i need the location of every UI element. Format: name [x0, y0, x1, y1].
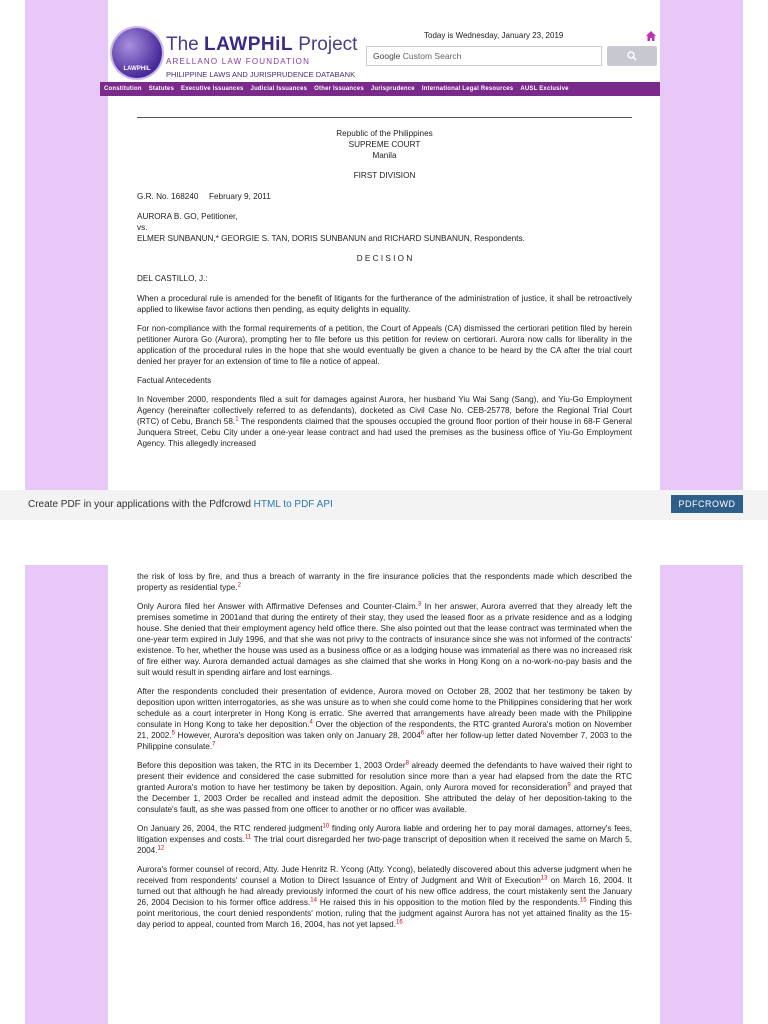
footnote-link[interactable]: 8 [405, 760, 409, 767]
brand-bold: LAWPHiL [204, 34, 294, 55]
footnote-link[interactable]: 16 [395, 919, 403, 926]
footnote-link[interactable]: 15 [579, 897, 587, 904]
search-placeholder: Custom Search [400, 51, 462, 61]
nav-item-statutes[interactable]: Statutes [148, 86, 175, 92]
paragraph-9-text-b: on March 16, 2004. It turned out that although he had already previously informed the court of his new office address, the court mistakenly sent the January 26, 2004 Decision to his former office address. [137, 876, 632, 907]
nav-item-international-legal-resources[interactable]: International Legal Resources [421, 86, 514, 92]
nav-item-judicial-issuances[interactable]: Judicial Issuances [250, 86, 308, 92]
left-margin [25, 565, 108, 1024]
search-icon [627, 51, 637, 61]
paragraph-8 [137, 823, 632, 856]
paragraph-8-text-a: On January 26, 2004, the RTC rendered judgment [137, 824, 323, 833]
city: Manila [372, 151, 397, 160]
site-title[interactable] [166, 34, 357, 56]
page-1 [0, 0, 768, 490]
case-number-line [137, 191, 632, 202]
nav-bar [100, 82, 660, 96]
paragraph-9-text-a: Aurora's former counsel of record, Atty. Jude Henritz R. Ycong (Atty. Ycong), belatedly discovered about this adverse judgment when he received from respondents' counsel a Motion to Direct Issuance of Entry of Judgment and Writ of Execution [137, 865, 632, 885]
division: FIRST DIVISION [353, 171, 416, 180]
footnote-link[interactable]: 14 [310, 897, 317, 904]
brand-suffix: Project [293, 34, 358, 55]
right-margin [660, 565, 743, 1024]
decision-date: February 9, 2011 [209, 192, 271, 201]
left-margin [25, 0, 108, 490]
pdfcrowd-bar [0, 490, 768, 520]
right-margin [660, 0, 743, 490]
paragraph-9-text-c: He raised this in his opposition to the motion filed by the respondents. [316, 898, 580, 907]
paragraph-9-text-d: Finding this point meritorious, the court denied respondents' motion, ruling that the judgment against Aurora has not yet attained finality as the 15-day period to appeal, counted from March 16, 2004, has not yet lapsed. [137, 898, 632, 929]
footnote-link[interactable]: 4 [309, 719, 313, 726]
nav-item-other-issuances[interactable]: Other Issuances [314, 86, 364, 92]
republic: Republic of the Philippines [336, 129, 433, 138]
paragraph-3-text-a: In November 2000, respondents filed a suit for damages against Aurora, her husband Yiu Wai Sang (Sang), and Yiu-Go Employment Agency (hereinafter collectively referred to as defendants), docketed as Civil Case No. CEB-25778, before the Regional Trial Court (RTC) of Cebu, Branch 58. [137, 395, 632, 426]
footnote-link[interactable]: 6 [420, 730, 425, 737]
search-button[interactable] [607, 46, 657, 66]
ponente: DEL CASTILLO, J.: [137, 274, 208, 283]
footnote-link[interactable]: 11 [244, 834, 252, 841]
footnote-link[interactable]: 9 [567, 782, 571, 789]
nav-item-ausl-exclusive[interactable]: AUSL Exclusive [520, 86, 569, 92]
paragraph-6-text-a: After the respondents concluded their presentation of evidence, Aurora moved on October 28, 2002 that her testimony be taken by deposition upon written interrogatories, as she was unsure as to when she could come home to the Philippines considering that her work schedule as a court interpreter in Hong Kong is erratic. She averred that arrangements have already been made with the Philippine consulate in Hong Kong to take her deposition. [137, 687, 632, 729]
page-2 [0, 565, 768, 1024]
paragraph-8-text-b: finding only Aurora liable and ordering her to pay moral damages, attorney's fees, litigation expenses and costs. [137, 824, 632, 844]
respondents: ELMER SUNBANUN,* GEORGIE S. TAN, DORIS SUNBANUN and RICHARD SUNBANUN, Respondents. [137, 234, 525, 243]
paragraph-5 [137, 601, 632, 678]
paragraph-5-text-a: Only Aurora filed her Answer with Affirmative Defenses and Counter-Claim. [137, 602, 418, 611]
footnote-link[interactable]: 1 [235, 416, 239, 423]
home-icon[interactable] [645, 30, 657, 42]
footnote-link[interactable]: 5 [171, 730, 175, 737]
nav-item-constitution[interactable]: Constitution [104, 86, 142, 92]
paragraph-7-text-b: already deemed the defendants to have waived their right to present their evidence and considered the case submitted for resolution since more than a year had elapsed from the date the RTC granted Aurora's motion to have her testimony be taken by deposition. Again, only Aurora moved for reconsideration [137, 761, 633, 792]
pdfcrowd-badge[interactable]: PDFCROWD [671, 495, 743, 513]
document-body-1 [137, 128, 632, 457]
paragraph-6-text-c: However, Aurora's deposition was taken only on January 28, 2004 [174, 731, 421, 740]
paragraph-3 [137, 394, 632, 449]
databank-label: PHILIPPINE LAWS AND JURISPRUDENCE DATABANK [166, 70, 356, 79]
paragraph-6-text-b: Over the objection of the respondents, the RTC granted Aurora's motion on November 21, 2002. [137, 720, 633, 740]
nav-item-executive-issuances[interactable]: Executive Issuances [181, 86, 244, 92]
paragraph-2: For non-compliance with the formal requirements of a petition, the Court of Appeals (CA) dismissed the certiorari petition filed by herein petitioner Aurora Go (Aurora), prompting her to file before us this petition for review on certiorari. Aurora now calls for liberality in the application of the procedural rules in the hope that she would eventually be given a chance to be heard by the CA after the trial court denied her prayer for an extension of time to file a notice of appeal. [137, 324, 632, 366]
paragraph-6 [137, 686, 632, 752]
footnote-link[interactable]: 12 [157, 845, 165, 852]
paragraph-6-text-d: after her follow-up letter dated November 7, 2003 to the Philippine consulate. [137, 731, 632, 751]
lawphil-logo[interactable] [112, 28, 162, 78]
nav-item-jurisprudence[interactable]: Jurisprudence [370, 86, 415, 92]
paragraph-4 [137, 571, 632, 593]
search-input[interactable] [366, 46, 602, 66]
paragraph-9 [137, 864, 632, 930]
decision-heading: D E C I S I O N [356, 254, 413, 263]
versus: vs. [137, 223, 148, 232]
logo-label: LAWPHiL [123, 66, 151, 72]
paragraph-8-text-c: The trial court disregarded her two-page transcript of deposition when it received the same on March 5, 2004. [137, 835, 632, 855]
paragraph-7 [137, 760, 632, 815]
pdfcrowd-text [28, 499, 333, 510]
brand-prefix: The [166, 34, 205, 55]
paragraph-1: When a procedural rule is amended for the benefit of litigants for the furtherance of the administration of justice, it shall be retroactively applied to likewise favor actions then pending, as equity delights in equality. [137, 294, 632, 314]
footnote-link[interactable]: 10 [322, 823, 330, 830]
paragraph-3-text-b: The respondents claimed that the spouses occupied the ground floor portion of their house in 68-F General Junquera Street, Cebu City under a one-year lease contract and had used the premises as the business office of Yiu-Go Employment Agency. This allegedly increased [137, 417, 633, 448]
pdfcrowd-message: Create PDF in your applications with the Pdfcrowd [28, 499, 254, 510]
today-date: Today is Wednesday, January 23, 2019 [424, 31, 564, 40]
document-body-2 [137, 571, 632, 938]
paragraph-7-text-c: and prayed that the December 1, 2003 Order be recalled and instead admit the deposition. She attributed the delay of her deposition-taking to the consulate's fault, as she was passed from one officer to another or no officer was available. [137, 783, 632, 814]
pdfcrowd-link[interactable]: HTML to PDF API [253, 499, 333, 510]
footnote-link[interactable]: 2 [237, 582, 241, 589]
paragraph-4-text: the risk of loss by fire, and thus a breach of warranty in the fire insurance policies that the respondents made which described the property as residential type. [137, 572, 632, 592]
petitioner: AURORA B. GO, Petitioner, [137, 212, 238, 221]
court-name: SUPREME COURT [348, 140, 421, 149]
footnote-link[interactable]: 7 [212, 741, 216, 748]
foundation-label: ARELLANO LAW FOUNDATION [166, 57, 311, 66]
footnote-link[interactable]: 3 [417, 601, 422, 608]
search-brand: Google [373, 51, 401, 61]
gr-number: G.R. No. 168240 [137, 192, 199, 201]
section-heading: Factual Antecedents [137, 376, 212, 385]
paragraph-5-text-b: In her answer, Aurora averred that they already left the premises sometime in 2001and that during the entirety of their stay, they used the leased floor as a private residence and as a lodging house. She denied that their employment agency held office there. She also pointed out that the lease contract was terminated when the one-year term expired in July 1996, and that she was not privy to the contracts of insurance since she was not informed of the contracts' existence. To her, whether the house was used as a business office or as a lodging house was immaterial as there was no increased risk of fire either way. Aurora demanded actual damages as she claimed that she works in Hong Kong on a no-work-no-pay basis and the suit would result in spending airfare and lost earnings. [137, 602, 632, 677]
footnote-link[interactable]: 13 [540, 875, 548, 882]
divider-line [137, 117, 632, 118]
paragraph-7-text-a: Before this deposition was taken, the RTC in its December 1, 2003 Order [137, 761, 406, 770]
